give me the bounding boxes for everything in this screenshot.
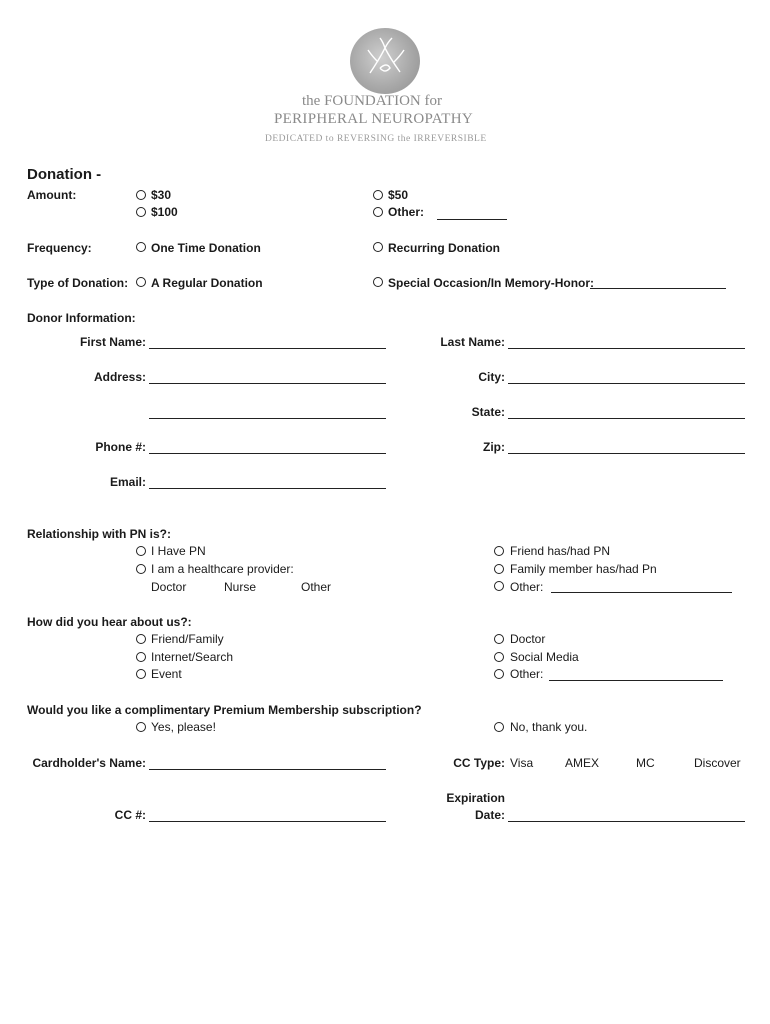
rel-friend-label: Friend has/had PN xyxy=(510,544,611,558)
amount-100-radio[interactable] xyxy=(136,207,146,217)
cardholder-field[interactable] xyxy=(149,769,386,770)
provider-doctor-option[interactable]: Doctor xyxy=(151,580,187,594)
amount-other-radio[interactable] xyxy=(373,207,383,217)
amount-100-label: $100 xyxy=(151,205,178,219)
amount-30-radio[interactable] xyxy=(136,190,146,200)
hear-friend-family-radio[interactable] xyxy=(136,634,146,644)
membership-no-radio[interactable] xyxy=(494,722,504,732)
donation-special-label: Special Occasion/In Memory-Honor: xyxy=(388,276,595,290)
hear-internet-radio[interactable] xyxy=(136,652,146,662)
frequency-label: Frequency: xyxy=(27,241,92,255)
hear-other-radio[interactable] xyxy=(494,669,504,679)
frequency-one-time-label: One Time Donation xyxy=(151,241,261,255)
expiration-date-label: Date: xyxy=(474,808,505,822)
rel-family-radio[interactable] xyxy=(494,564,504,574)
cc-type-mc[interactable]: MC xyxy=(636,756,655,770)
relationship-question: Relationship with PN is?: xyxy=(27,527,172,541)
logo-tree-graphic xyxy=(350,28,420,94)
hear-event-radio[interactable] xyxy=(136,669,146,679)
frequency-recurring-radio[interactable] xyxy=(373,242,383,252)
zip-field[interactable] xyxy=(508,453,745,454)
expiration-date-field[interactable] xyxy=(508,821,745,822)
special-occasion-field[interactable] xyxy=(590,288,726,289)
rel-have-pn-radio[interactable] xyxy=(136,546,146,556)
last-name-field[interactable] xyxy=(508,348,745,349)
city-field[interactable] xyxy=(508,383,745,384)
donor-info-heading: Donor Information: xyxy=(27,311,136,325)
hear-other-field[interactable] xyxy=(549,680,723,681)
frequency-recurring-label: Recurring Donation xyxy=(388,241,501,255)
email-label: Email: xyxy=(109,475,146,489)
membership-question: Would you like a complimentary Premium Membership subscription? xyxy=(27,703,422,717)
donation-special-radio[interactable] xyxy=(373,277,383,287)
donation-regular-radio[interactable] xyxy=(136,277,146,287)
address-field-line2[interactable] xyxy=(149,418,386,419)
logo-line1: the FOUNDATION for xyxy=(302,93,442,109)
address-field-line1[interactable] xyxy=(149,383,386,384)
rel-other-field[interactable] xyxy=(551,592,732,593)
amount-30-label: $30 xyxy=(151,188,172,202)
hear-internet-label: Internet/Search xyxy=(151,650,234,664)
cc-number-label: CC #: xyxy=(114,808,146,822)
hear-social-radio[interactable] xyxy=(494,652,504,662)
amount-50-radio[interactable] xyxy=(373,190,383,200)
amount-other-field[interactable] xyxy=(437,219,507,220)
expiration-label: Expiration xyxy=(446,791,505,805)
provider-other-option[interactable]: Other xyxy=(301,580,332,594)
membership-no-label: No, thank you. xyxy=(510,720,588,734)
rel-other-radio[interactable] xyxy=(494,581,504,591)
city-label: City: xyxy=(478,370,505,384)
cc-type-visa[interactable]: Visa xyxy=(510,756,534,770)
membership-yes-label: Yes, please! xyxy=(151,720,216,734)
cc-type-label: CC Type: xyxy=(453,756,505,770)
hear-social-label: Social Media xyxy=(510,650,579,664)
last-name-label: Last Name: xyxy=(440,335,505,349)
cardholder-label: Cardholder's Name: xyxy=(32,756,146,770)
rel-have-pn-label: I Have PN xyxy=(151,544,206,558)
address-label: Address: xyxy=(93,370,146,384)
phone-label: Phone #: xyxy=(95,440,146,454)
membership-yes-radio[interactable] xyxy=(136,722,146,732)
zip-label: Zip: xyxy=(483,440,505,454)
frequency-one-time-radio[interactable] xyxy=(136,242,146,252)
cc-type-amex[interactable]: AMEX xyxy=(565,756,600,770)
hear-event-label: Event xyxy=(151,667,182,681)
hear-friend-family-label: Friend/Family xyxy=(151,632,224,646)
rel-friend-radio[interactable] xyxy=(494,546,504,556)
cc-type-discover[interactable]: Discover xyxy=(694,756,741,770)
amount-label: Amount: xyxy=(27,188,77,202)
logo-emblem-icon xyxy=(350,28,420,94)
donation-regular-label: A Regular Donation xyxy=(151,276,263,290)
logo-tagline: DEDICATED to REVERSING the IRREVERSIBLE xyxy=(265,134,487,144)
logo-line2: PERIPHERAL NEUROPATHY xyxy=(274,111,473,127)
phone-field[interactable] xyxy=(149,453,386,454)
first-name-field[interactable] xyxy=(149,348,386,349)
hear-doctor-label: Doctor xyxy=(510,632,546,646)
hear-question: How did you hear about us?: xyxy=(27,615,192,629)
provider-nurse-option[interactable]: Nurse xyxy=(224,580,257,594)
amount-other-label: Other: xyxy=(388,205,424,219)
rel-provider-label: I am a healthcare provider: xyxy=(151,562,294,576)
email-field[interactable] xyxy=(149,488,386,489)
state-field[interactable] xyxy=(508,418,745,419)
hear-other-label: Other: xyxy=(510,667,544,681)
first-name-label: First Name: xyxy=(79,335,146,349)
state-label: State: xyxy=(471,405,505,419)
rel-family-label: Family member has/had Pn xyxy=(510,562,657,576)
donation-type-label: Type of Donation: xyxy=(27,276,129,290)
cc-number-field[interactable] xyxy=(149,821,386,822)
rel-provider-radio[interactable] xyxy=(136,564,146,574)
form-title: Donation - xyxy=(27,166,102,183)
rel-other-label: Other: xyxy=(510,580,544,594)
amount-50-label: $50 xyxy=(388,188,409,202)
hear-doctor-radio[interactable] xyxy=(494,634,504,644)
